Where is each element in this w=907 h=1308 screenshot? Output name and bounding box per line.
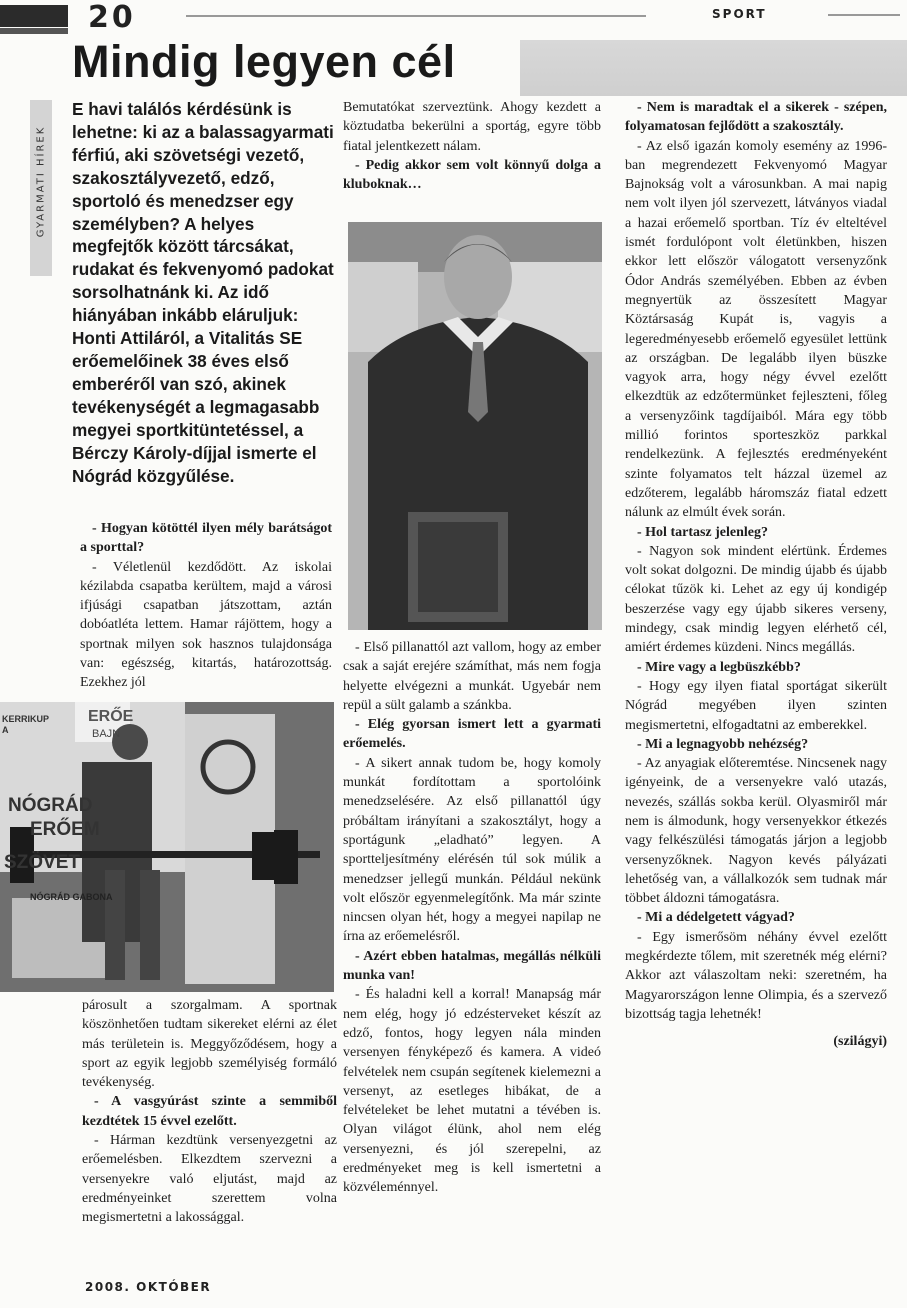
column-1-bottom	[82, 996, 337, 1228]
question: - Hol tartasz jelenleg?	[637, 524, 769, 540]
banner-top-text: ERŐE	[88, 708, 134, 725]
question: - Nem is maradtak el a sikerek - szépen, folyamatosan fejlődött a szakosztály.	[625, 100, 887, 135]
answer: párosult a szorgalmam. A sportnak köszönhetően tudtam sikereket elérni az élet más területein is. Meggyőződésem, hogy a sport az egyik legjobb személyiség formáló tevékenység.	[82, 998, 337, 1091]
vertical-label-band	[30, 100, 52, 276]
question: - Hogyan kötöttél ilyen mély barátságot a sporttal?	[80, 521, 332, 556]
answer: Bemutatókat szerveztünk. Ahogy kezdett a köztudatba bekerülni a sportág, egyre több fiatal jelentkezett nálam.	[343, 100, 601, 154]
answer: - Véletlenül kezdődött. Az iskolai kézilabda csapatba kerültem, majd a városi ifjúsági csapatban játszottam, aztán dobóatléta lettem. Hamar rájöttem, hogy a sportnak milyen sok hasznos tulajdonsága van: egészség, kitartás, határozottság. Ezekhez jól	[80, 559, 332, 691]
answer: - Egy ismerősöm néhány évvel ezelőtt megkérdezte tőlem, mit szeretnék még elérni? Akkor azt válaszoltam neki: szeretném, ha Magyarországon lenne Olimpia, és a szervező bizottság tagja lehetnék!	[625, 929, 887, 1022]
answer: - A sikert annak tudom be, hogy komoly munkát fordítottam a sportolóink menedzselésére. Az első pillanattól úgy próbáltam irányítani a szakosztályt, hogy a sportágunk „eladható” legyen. A sportteljesítmény elérésén túl sok múlik a menedzser jellegű munkán. Például nekünk volt először egyenmelegítőnk. Ma már szinte nincsen olyan hét, hogy a megyei napilap ne írna az erőemelésről.	[343, 755, 601, 945]
banner-text-3: SZÖVET	[4, 852, 81, 873]
column-1-top	[80, 519, 332, 693]
author-signature: (szilágyi)	[833, 1034, 887, 1050]
answer: - Első pillanattól azt vallom, hogy az ember csak a saját erejére számíthat, más nem fogja helyette elvégezni a munkát. Ugyebár nem repül a sült galamb a szánkba.	[343, 640, 601, 713]
header-bar-accent	[0, 28, 68, 34]
footer-date: 2008. OKTÓBER	[85, 1280, 212, 1294]
answer: - Az anyagiak előteremtése. Nincsenek nagy igényeink, de a versenyekre való utazás, nevezés, szállás sokba kerül. Olyasmiről már nem is álmodunk, hogy versenyekkor étkezés vagy felkészülési támogatás járjon a legjobb versenyzőknek. Nagyon kevés pályázati lehetőség van, a vállalkozók sem tudnak már többet áldozni támogatásra.	[625, 756, 887, 907]
weightlifter-photo-drawing	[0, 702, 334, 992]
answer: - Az első igazán komoly esemény az 1996-ban megrendezett Fekvenyomó Magyar Bajnokság volt a városunkban. A mai napig nem volt ilyen jól szervezett, látványos viadal a hazai erőemelő sportban. Tíz év elteltével ismét fordulópont volt életünkben, hiszen ekkor lett először válogatott versenyzőnk Ódor András személyében. Ebben az évben megnyertük az összesített Magyar Köztársaság Kupát is, vagyis a legeredményesebb erőemelő egyesület lettünk az országban. De legalább ilyen büszke vagyok arra, hogy négy évvel ezelőtt elkezdtük az edzőtermünket fejleszteni, főleg a versenyzőink tagdíjaiból. Mára egy több millió forintos sporteszköz parkkal rendelkezünk. A fejlesztés eredményeként szinte folyamatos telt házzal üzemel az edzőterem, legalább háromszáz fiatal edzett nálunk az elmúlt évek során.	[625, 138, 887, 521]
banner-bottom-text: NÓGRÁD GABONA	[30, 892, 113, 902]
page-title: Mindig legyen cél	[72, 36, 456, 87]
title-band	[520, 40, 907, 96]
portrait-photo	[348, 222, 602, 630]
banner-text-2: ERŐEM	[30, 819, 100, 840]
vertical-label: GYARMATI HÍREK	[35, 125, 47, 238]
answer: - És haladni kell a korral! Manapság már nem elég, hogy jó edzésterveket készít az edző, fontos, hogy legyen nála minden versenyen fényképező és kamera. A videó felvételek nem csupán segítenek kielemezni a versenyt, az esetleges hibákat, de a felvételeket be lehet mutatni a tévében is. Olyan világot élünk, ahol nem elég versenyezni, és jól szerepelni, az eredményeket meg is kell ismertetni a közvéleménnyel.	[343, 987, 601, 1196]
question: - A vasgyúrást szinte a semmiből kezdtétek 15 évvel ezelőtt.	[82, 1094, 337, 1129]
column-2-bottom	[343, 638, 601, 1198]
question: - Azért ebben hatalmas, megállás nélküli munka van!	[343, 948, 601, 984]
question: - Mi a legnagyobb nehézség?	[637, 736, 809, 752]
banner-text-1: NÓGRÁD	[8, 795, 93, 816]
header-rule-right	[828, 14, 900, 16]
header-bar	[0, 5, 68, 27]
answer: - Hogy egy ilyen fiatal sportágat sikerült Nógrád megyében ilyen szinten megismertetni, elfogadtatni az emberekkel.	[625, 678, 887, 733]
page-number: 20	[88, 0, 136, 35]
weightlifter-photo	[0, 702, 334, 992]
question: - Pedig akkor sem volt könnyű dolga a kluboknak…	[343, 157, 601, 193]
lead-paragraph: E havi találós kérdésünk is lehetne: ki az a balassagyarmati férfiú, aki szövetségi vezető, szakosztályvezető, edző, sportoló és menedzser egy személyben? A helyes megfejtők között tárcsákat, rudakat és fekvenyomó padokat sorsolhatnánk ki. Az idő hiányában inkább eláruljuk: Honti Attiláról, a Vitalitás SE erőemelőinek 38 éves első emberéről van szó, akinek tevékenységét a legmagasabb megyei sportkitüntetéssel, a Bérczy Károly-díjjal ismerte el Nógrád közgyűlése.	[72, 99, 334, 486]
question: - Mire vagy a legbüszkébb?	[637, 659, 801, 675]
portrait-photo-drawing	[348, 222, 602, 630]
banner-corner-text: KERRIKUPA	[2, 714, 50, 735]
question: - Elég gyorsan ismert lett a gyarmati erőemelés.	[343, 717, 601, 752]
header-rule	[186, 15, 646, 17]
answer: - Hárman kezdtünk versenyezgetni az erőemelésben. Elkezdtem szervezni a versenyekre való eljutást, majd az eredményeinket szerettem volna megismertetni a lakossággal.	[82, 1133, 337, 1226]
column-3	[625, 98, 887, 1052]
answer: - Nagyon sok mindent elértünk. Érdemes volt sokat dolgozni. De mindig újabb és újabb célokat tűzök ki. Lehet az egy új kondigép beszerzése vagy egy újabb sikeres verseny, mindegy, csak mindig legyen elérhető cél, amiért érdemes küzdeni. Nincs megállás.	[625, 543, 887, 656]
section-label: SPORT	[712, 7, 767, 21]
banner-sub-text: BAJN	[92, 728, 121, 740]
question: - Mi a dédelgetett vágyad?	[637, 910, 795, 926]
column-2-top	[343, 98, 601, 194]
